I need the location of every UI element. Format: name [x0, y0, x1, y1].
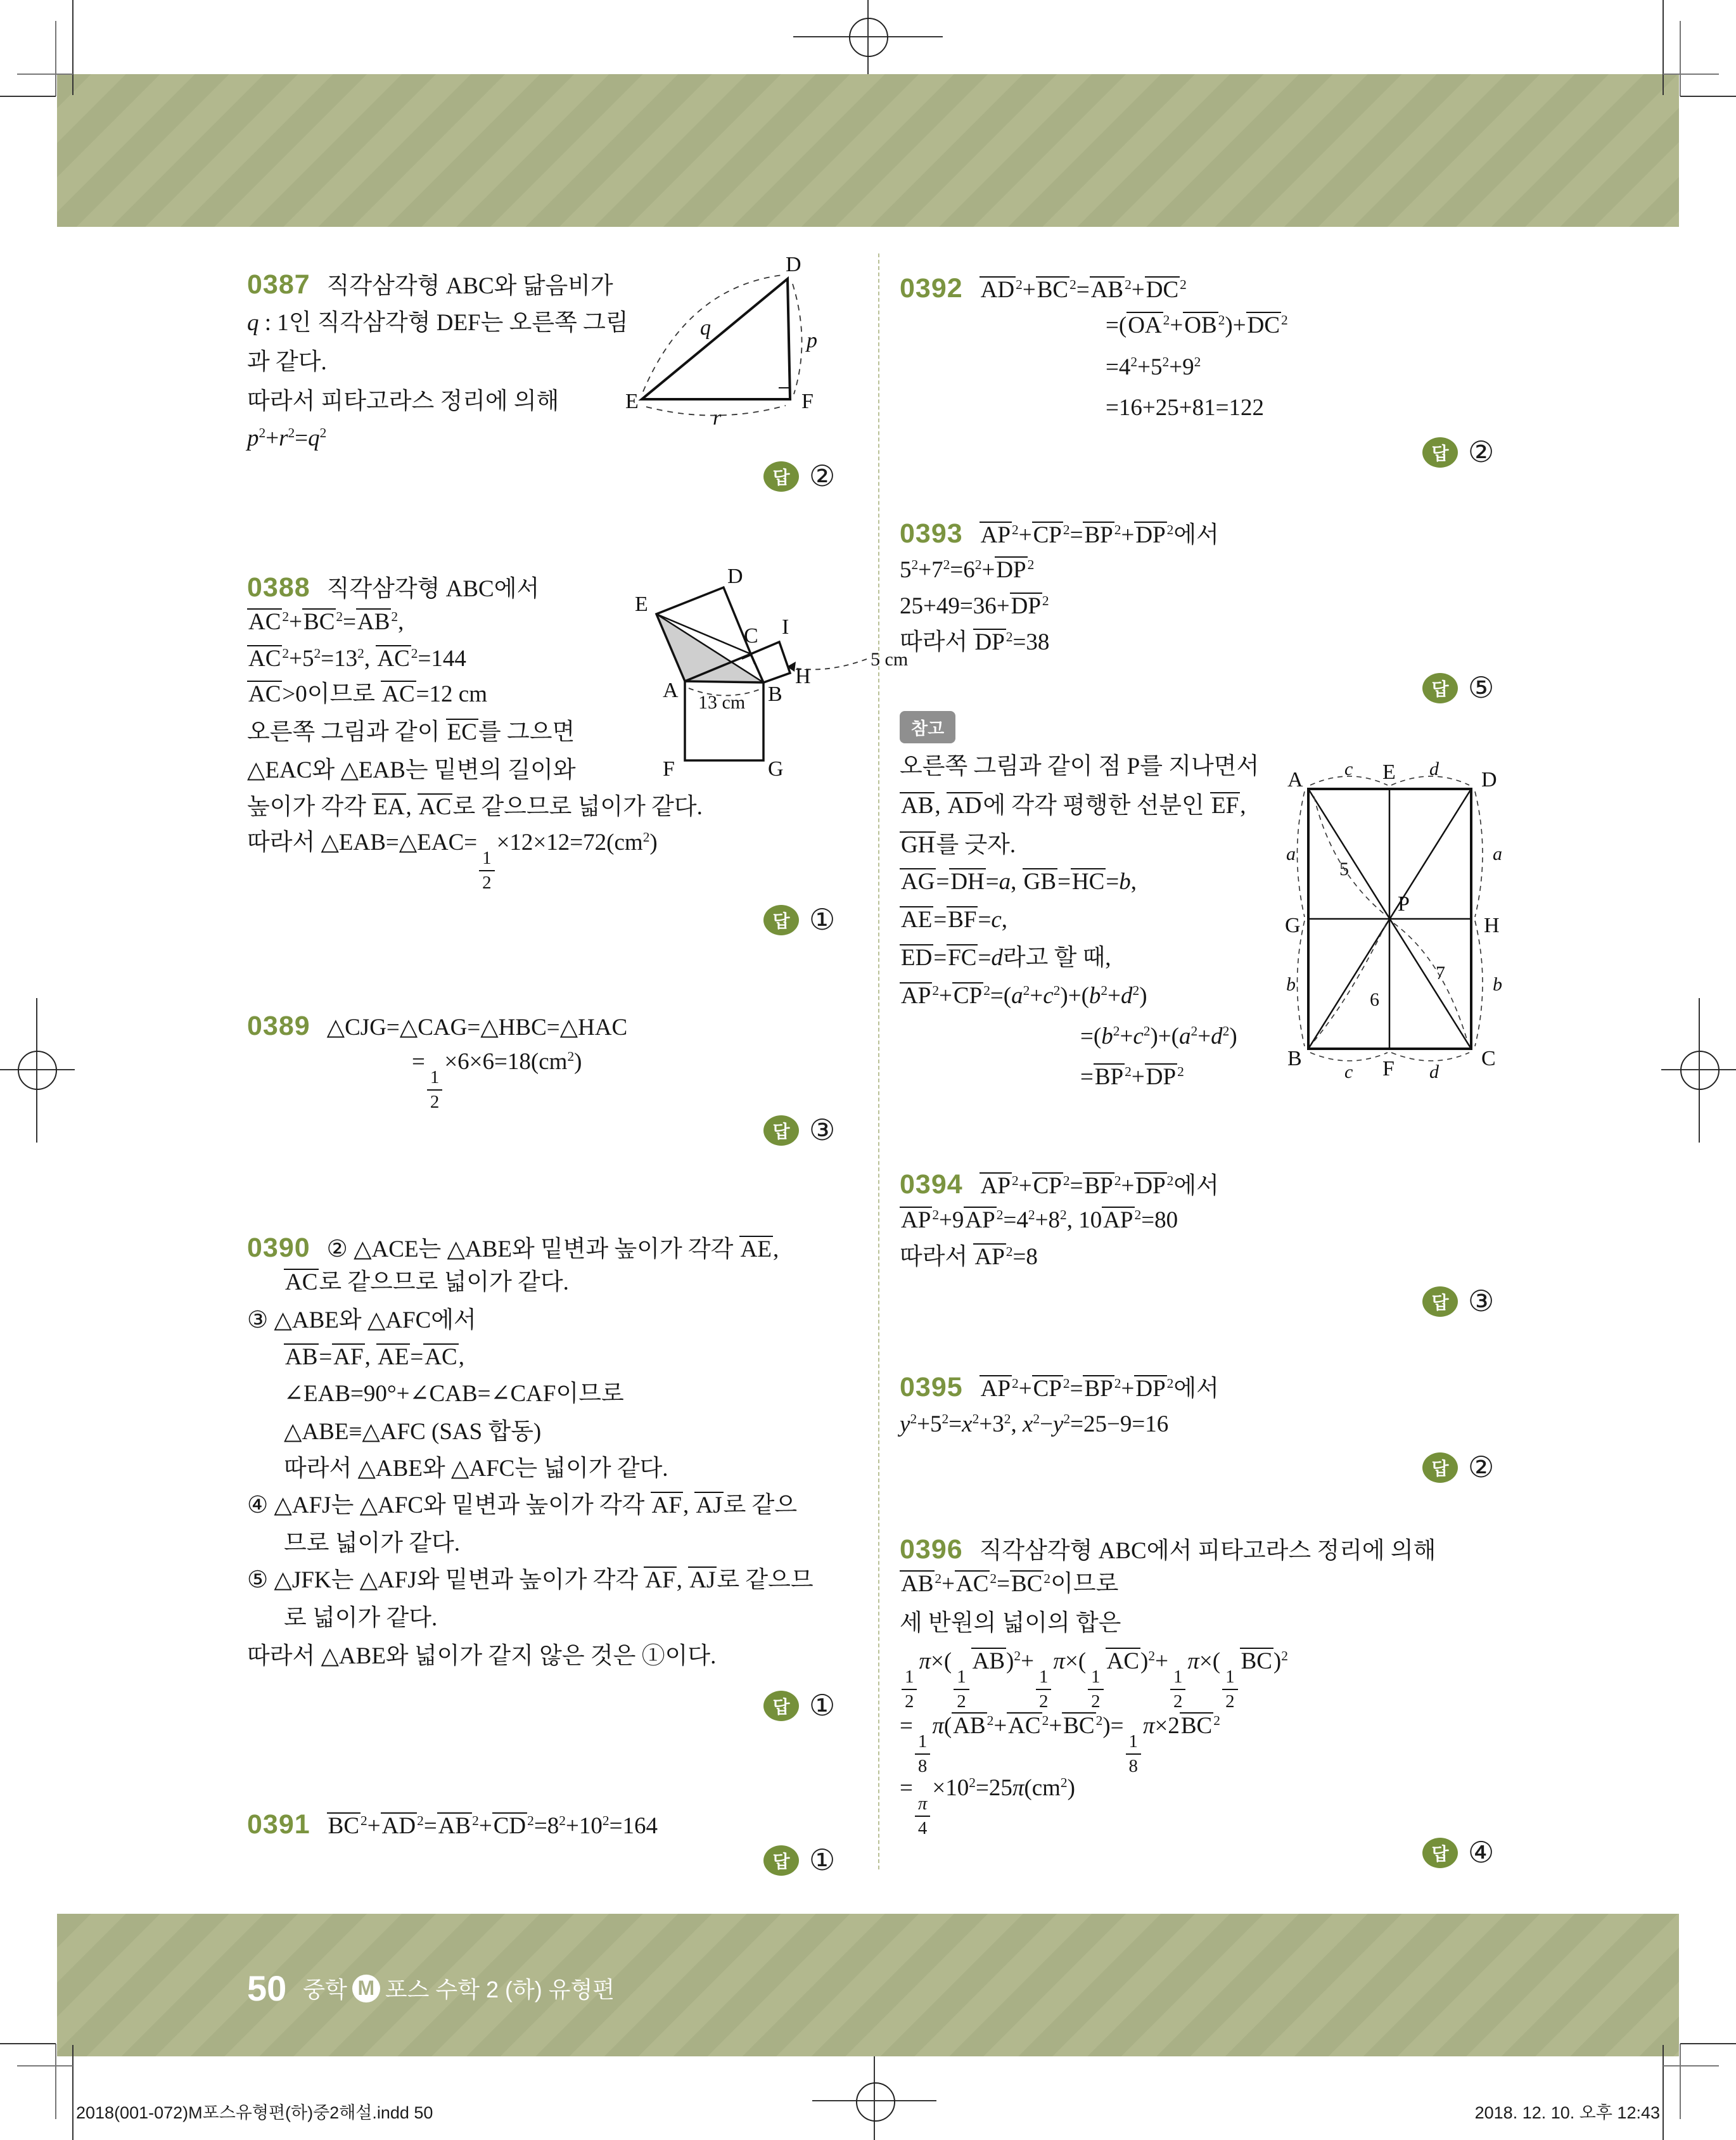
- crop-mark: [17, 2065, 73, 2066]
- length-label-c: c: [1344, 759, 1353, 779]
- point-label-G: G: [1285, 914, 1301, 937]
- solution-line: 높이가 각각 EA, AC로 같으므로 넓이가 같다.: [247, 794, 703, 820]
- length-label-d: d: [1429, 1061, 1439, 1082]
- solution-line: ③ △ABE와 △AFC에서: [247, 1307, 476, 1333]
- answer-badge: 답: [763, 1691, 799, 1721]
- solution-line: ∠EAB=90°+∠CAB=∠CAF이므로: [284, 1381, 624, 1407]
- problem-0388-heading: [247, 570, 539, 606]
- problem-number: 0395: [900, 1372, 963, 1402]
- problem-0394-heading: [900, 1167, 1219, 1203]
- answer-badge: 답: [1422, 437, 1458, 468]
- point-label-E: E: [1382, 760, 1396, 784]
- note-line: AG=DH=a, GB=HC=b,: [901, 869, 1137, 895]
- problem-number: 0387: [247, 269, 310, 300]
- crop-mark: [1680, 96, 1736, 97]
- registration-circle: [856, 2082, 895, 2122]
- crop-mark: [0, 96, 56, 97]
- vertex-label-C: C: [1481, 1047, 1496, 1070]
- crop-mark: [1663, 0, 1664, 95]
- problem-0389-heading: [247, 1009, 627, 1044]
- note-line: AB, AD에 각각 평행한 선분인 EF,: [901, 793, 1246, 819]
- solution-line: $AP^2+CP^2=BP^2+DP^2$에서: [980, 1173, 1219, 1199]
- answer-choice: ⑤: [1468, 672, 1495, 704]
- crop-mark: [1680, 2043, 1736, 2044]
- crop-mark: [1663, 74, 1719, 75]
- solution-line: 로 넓이가 같다.: [284, 1605, 438, 1631]
- answer-choice: ②: [1468, 436, 1495, 468]
- length-label-13cm: 13 cm: [698, 692, 746, 713]
- solution-line: △CJG=△CAG=△HBC=△HAC: [326, 1015, 628, 1041]
- side-label-p: p: [807, 329, 817, 352]
- vertex-label-B: B: [1287, 1047, 1302, 1070]
- answer-choice: ③: [809, 1114, 836, 1146]
- answer-row: [763, 1691, 835, 1721]
- answer-choice: ①: [809, 1844, 836, 1876]
- problem-0396-heading: [900, 1532, 1436, 1568]
- crop-mark: [1663, 2065, 1719, 2066]
- answer-badge: 답: [1422, 1286, 1458, 1317]
- answer-badge: 답: [763, 905, 799, 935]
- length-label-5: 5: [1339, 859, 1349, 880]
- vertex-label-F: F: [801, 390, 814, 413]
- solution-line: 직각삼각형 ABC와 닮음비가: [326, 273, 613, 299]
- registration-circle: [18, 1051, 57, 1090]
- note-line: $AP^2+CP^2=(a^2+c^2)+(b^2+d^2)$: [901, 983, 1147, 1009]
- crop-mark: [0, 2043, 56, 2044]
- solution-line: $AD^2+BC^2=AB^2+DC^2$: [980, 277, 1187, 303]
- solution-line: 직각삼각형 ABC에서: [326, 576, 540, 602]
- column-divider: [878, 253, 879, 1869]
- answer-row: [1422, 1452, 1494, 1483]
- problem-number: 0391: [247, 1809, 310, 1840]
- problem-number: 0389: [247, 1011, 310, 1041]
- solution-line: = $\frac{1}{2}$ $\times 6\times 6=18(cm^2)$: [412, 1049, 582, 1112]
- side-label-q: q: [700, 316, 711, 340]
- publisher-logo-icon: M: [352, 1975, 380, 2002]
- solution-line: $AP^2+9AP^2=4^2+8^2$, $10AP^2=80$: [901, 1207, 1178, 1233]
- problem-number: 0396: [900, 1534, 963, 1565]
- solution-line: q : 1인 직각삼각형 DEF는 오른쪽 그림: [247, 310, 629, 336]
- point-label-F: F: [1382, 1057, 1395, 1080]
- note-badge: 참고: [900, 711, 955, 743]
- vertex-label-I: I: [782, 615, 789, 639]
- solution-line: = $\frac{1}{8}$ $\pi(AB^2+AC^2+BC^2)=$ $\frac{1}{8}$ $\pi\times 2BC^2$: [900, 1713, 1220, 1776]
- solution-line: $AC^2+5^2=13^2$, $AC^2=144$: [248, 646, 466, 672]
- crop-mark: [1680, 2044, 1681, 2119]
- problem-number: 0393: [900, 518, 963, 549]
- solution-line: $25+49=36+DP^2$: [900, 593, 1049, 619]
- note-line: ED=FC=d라고 할 때,: [901, 945, 1111, 971]
- solution-line: $5^2+7^2=6^2+DP^2$: [900, 557, 1035, 583]
- solution-line: △EAC와 △EAB는 밑변의 길이와: [247, 757, 576, 783]
- top-stripe-band: [57, 74, 1679, 227]
- answer-row: [763, 905, 835, 935]
- book-title: 중학 M 포스 수학 2 (하) 유형편: [303, 1972, 615, 2004]
- problem-0393-heading: [900, 516, 1219, 552]
- answer-choice: ①: [809, 904, 836, 936]
- solution-line: AB=AF, AE=AC,: [285, 1344, 464, 1370]
- solution-line: ② △ACE는 △ABE와 밑변과 높이가 각각 AE,: [326, 1236, 779, 1262]
- solution-line: $BC^2+AD^2=AB^2+CD^2=8^2+10^2=164$: [328, 1813, 658, 1839]
- answer-badge: 답: [763, 1845, 799, 1876]
- vertex-label-E: E: [635, 593, 648, 616]
- problem-0387-heading: [247, 267, 613, 303]
- solution-line: 과 같다.: [247, 349, 327, 375]
- pythagoras-squares-diagram: [602, 558, 931, 789]
- triangle-DEF-diagram: [624, 252, 846, 430]
- solution-line: 세 반원의 넓이의 합은: [900, 1610, 1121, 1636]
- solution-line: =16+25+81=122: [1106, 395, 1264, 421]
- print-timestamp: 2018. 12. 10. 오후 12:43: [1474, 2103, 1660, 2122]
- answer-choice: ④: [1468, 1836, 1495, 1869]
- solution-line: $=4^2+5^2+9^2$: [1106, 354, 1201, 380]
- note-line: GH를 긋자.: [901, 832, 1016, 858]
- answer-row: [1422, 673, 1494, 703]
- answer-choice: ①: [809, 1689, 836, 1722]
- vertex-label-A: A: [663, 679, 679, 702]
- vertex-label-H: H: [795, 665, 811, 688]
- solution-line: 따라서 △EAB=△EAC= $\frac{1}{2}$ $\times 12\times 12=72(cm^2)$: [247, 830, 658, 893]
- solution-line: $AC^2+BC^2=AB^2$,: [248, 609, 404, 635]
- solution-line: 직각삼각형 ABC에서 피타고라스 정리에 의해: [979, 1538, 1436, 1564]
- length-label-b: b: [1493, 974, 1502, 995]
- answer-row: [1422, 437, 1494, 468]
- point-label-H: H: [1484, 914, 1500, 937]
- solution-line: $\frac{1}{2}$ π×( $\frac{1}{2}$ AB)$^2$+ $\frac{1}{2}$ π×( $\frac{1}{2}$ AC)$^2$+ $\frac{1}{2}$ π×( $\frac{1}{2}$ BC)$^2$: [900, 1646, 1288, 1710]
- answer-row: [763, 1845, 835, 1876]
- vertex-label-F: F: [663, 757, 675, 781]
- crop-mark: [1680, 21, 1681, 96]
- side-label-r: r: [713, 406, 722, 430]
- length-label-6: 6: [1370, 989, 1379, 1010]
- solution-line: 따라서 △ABE와 넓이가 같지 않은 것은 ①이다.: [247, 1643, 717, 1669]
- problem-number: 0394: [900, 1169, 963, 1200]
- length-label-a: a: [1286, 843, 1296, 864]
- length-label-7: 7: [1436, 963, 1445, 984]
- problem-0395-heading: [900, 1370, 1219, 1406]
- page-footer: [247, 1968, 615, 2009]
- solution-line: 오른쪽 그림과 같이 EC를 그으면: [247, 719, 575, 745]
- crop-mark: [72, 0, 73, 95]
- solution-line: $p^2+r^2=q^2$: [247, 425, 327, 451]
- print-filename: 2018(001-072)M포스유형편(하)중2해설.indd 50: [76, 2103, 433, 2122]
- solution-line: 따라서 피타고라스 정리에 의해: [247, 388, 559, 414]
- vertex-label-B: B: [768, 682, 782, 706]
- point-label-P: P: [1398, 892, 1410, 916]
- answer-badge: 답: [1422, 1838, 1458, 1868]
- solution-line: $AP^2+CP^2=BP^2+DP^2$에서: [980, 1376, 1219, 1402]
- crop-mark: [72, 2045, 73, 2140]
- vertex-label-E: E: [625, 390, 639, 413]
- page-number: 50: [247, 1968, 287, 2008]
- vertex-label-C: C: [744, 624, 758, 648]
- registration-circle: [1680, 1051, 1720, 1090]
- problem-0390-heading: [247, 1231, 779, 1266]
- answer-row: [763, 461, 835, 492]
- note-line: 오른쪽 그림과 같이 점 P를 지나면서: [900, 753, 1260, 779]
- vertex-label-D: D: [727, 565, 743, 588]
- solution-line: 따라서 △ABE와 △AFC는 넓이가 같다.: [284, 1456, 668, 1482]
- length-label-5cm: 5 cm: [871, 649, 909, 670]
- length-label-b: b: [1286, 974, 1296, 995]
- answer-badge: 답: [1422, 673, 1458, 703]
- problem-number: 0392: [900, 273, 963, 304]
- answer-row: [1422, 1838, 1494, 1868]
- vertex-label-A: A: [1287, 768, 1303, 791]
- answer-badge: 답: [763, 1115, 799, 1146]
- solution-line: = $\frac{\pi}{4}$ $\times 10^2=25\pi(cm^2)$: [900, 1775, 1075, 1838]
- problem-0391-heading: [247, 1807, 658, 1843]
- crop-mark: [55, 2044, 56, 2119]
- solution-line: $y^2+5^2=x^2+3^2$, $x^2-y^2=25-9=16$: [900, 1411, 1169, 1437]
- rectangle-point-P-diagram: [1280, 751, 1508, 1093]
- answer-choice: ③: [1468, 1285, 1495, 1317]
- length-label-a: a: [1493, 843, 1502, 864]
- solution-line: AC로 같으므로 넓이가 같다.: [285, 1269, 569, 1295]
- crop-mark: [17, 74, 73, 75]
- solution-line: $AP^2+CP^2=BP^2+DP^2$에서: [980, 522, 1219, 548]
- solution-line: 따라서 $AP^2=8$: [900, 1244, 1038, 1270]
- answer-badge: 답: [1422, 1452, 1458, 1483]
- solution-line: △ABE≡△AFC (SAS 합동): [284, 1419, 542, 1445]
- problem-0392-heading: [900, 271, 1187, 307]
- solution-line: $=(OA^2+OB^2)+DC^2$: [1106, 312, 1288, 338]
- solution-line: AC>0이므로 AC=12 cm: [248, 681, 487, 707]
- registration-circle: [849, 18, 888, 57]
- answer-choice: ②: [1468, 1451, 1495, 1483]
- solution-line: $AB^2+AC^2=BC^2$이므로: [901, 1571, 1119, 1597]
- note-line: AE=BF=c,: [901, 907, 1008, 933]
- answer-row: [763, 1115, 835, 1146]
- solution-line: ④ △AFJ는 △AFC와 밑변과 높이가 각각 AF, AJ로 같으: [247, 1492, 798, 1518]
- solution-line: 므로 넓이가 같다.: [284, 1530, 460, 1556]
- crop-mark: [1663, 2045, 1664, 2140]
- note-line: $=(b^2+c^2)+(a^2+d^2)$: [1080, 1023, 1237, 1049]
- vertex-label-D: D: [786, 253, 801, 276]
- vertex-label-G: G: [768, 757, 784, 781]
- note-line: $=BP^2+DP^2$: [1080, 1064, 1184, 1090]
- length-label-d: d: [1429, 759, 1439, 779]
- answer-badge: 답: [763, 461, 799, 492]
- answer-choice: ②: [809, 460, 836, 492]
- answer-row: [1422, 1286, 1494, 1317]
- solution-line: ⑤ △JFK는 △AFJ와 밑변과 높이가 각각 AF, AJ로 같으므: [247, 1567, 814, 1593]
- problem-number: 0390: [247, 1233, 310, 1263]
- length-label-c: c: [1344, 1061, 1353, 1082]
- crop-mark: [55, 21, 56, 96]
- vertex-label-D: D: [1481, 768, 1497, 791]
- problem-number: 0388: [247, 572, 310, 603]
- solution-line: 따라서 $DP^2=38$: [900, 629, 1050, 655]
